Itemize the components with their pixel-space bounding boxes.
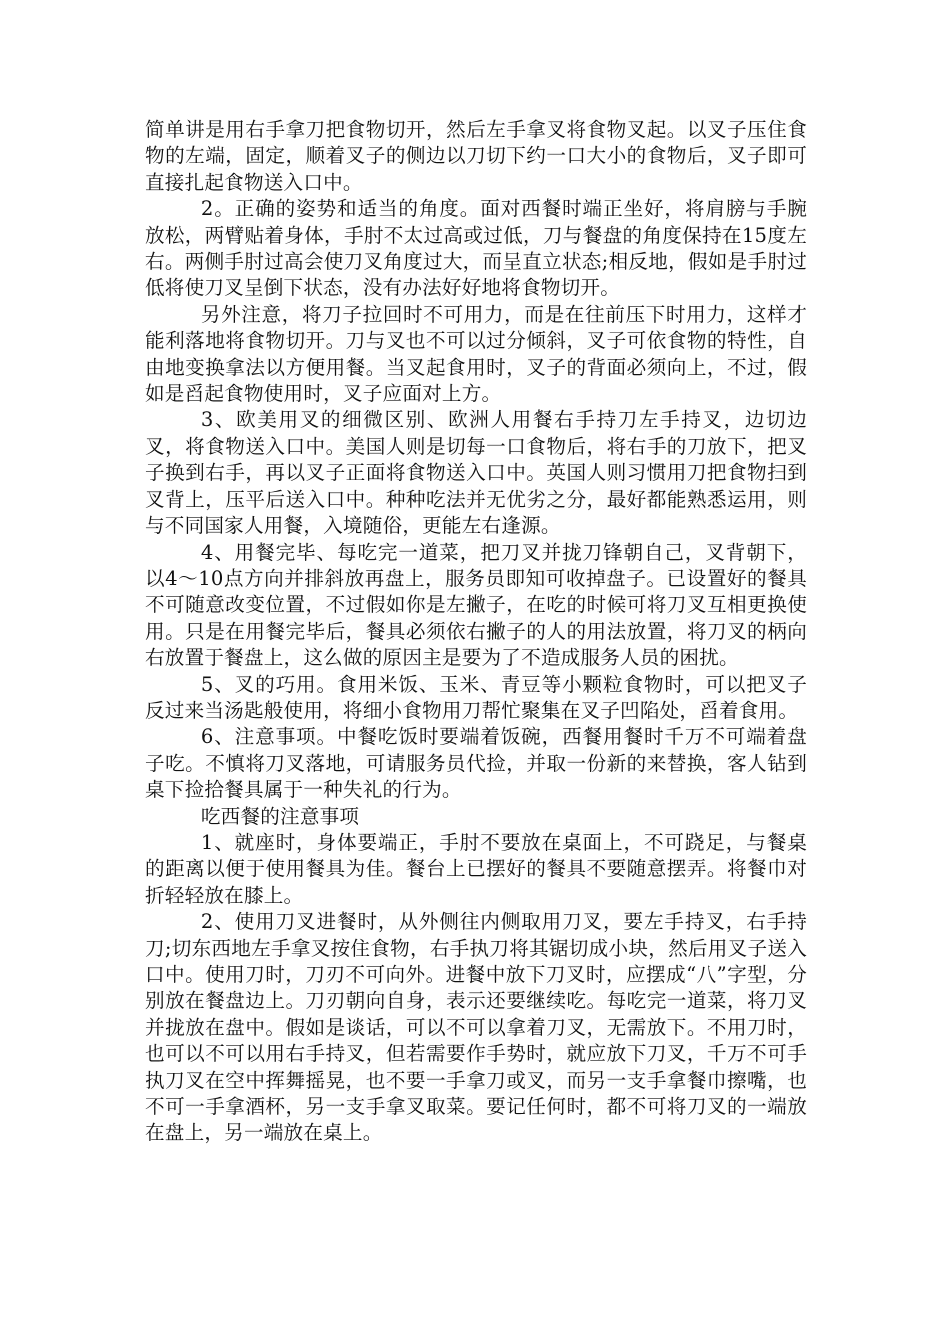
paragraph-knife-fork-basic: 简单讲是用右手拿刀把食物切开，然后左手拿叉将食物叉起。以叉子压住食物的左端，固定，顺着叉子的侧边以刀切下约一口大小的食物后，叉子即可直接扎起食物送入口中。: [145, 118, 807, 194]
document-body: [145, 117, 807, 1147]
paragraph-posture-angle: 2。正确的姿势和适当的角度。面对西餐时端正坐好，将肩膀与手腕放松，两臂贴着身体，手肘不太过高或过低，刀与餐盘的角度保持在15度左右。两侧手肘过高会使刀叉角度过大，而呈直立状态;相反地，假如是手肘过低将使刀叉呈倒下状态，没有办法好好地将食物切开。: [145, 197, 807, 300]
section-heading-western-dining: 吃西餐的注意事项: [200, 804, 360, 828]
paragraph-precautions: 6、注意事项。中餐吃饭时要端着饭碗，西餐用餐时千万不可端着盘子吃。不慎将刀叉落地，可请服务员代捡，并取一份新的来替换，客人钻到桌下捡拾餐具属于一种失礼的行为。: [145, 725, 807, 802]
paragraph-using-cutlery: 2、使用刀叉进餐时，从外侧往内侧取用刀叉，要左手持叉，右手持刀;切东西地左手拿叉按住食物，右手执刀将其锯切成小块，然后用叉子送入口中。使用刀时，刀刃不可向外。进餐中放下刀叉时，应摆成“八”字型，分别放在餐盘边上。刀刃朝向自身，表示还要继续吃。每吃完一道菜，将刀叉并拢放在盘中。假如是谈话，可以不可以拿着刀叉，无需放下。不用刀时，也可以不可以用右手持叉，但若需要作手势时，就应放下刀叉，千万不可手执刀叉在空中挥舞摇晃，也不要一手拿刀或叉，而另一支手拿餐巾擦嘴，也不可一手拿酒杯，另一支手拿叉取菜。要记任何时，都不可将刀叉的一端放在盘上，另一端放在桌上。: [145, 910, 807, 1145]
paragraph-finished-meal: 4、用餐完毕、每吃完一道菜，把刀叉并拢刀锋朝自己，叉背朝下，以4～10点方向并排斜放再盘上，服务员即知可收掉盘子。已设置好的餐具不可随意改变位置，不过假如你是左撇子，在吃的时候可将刀叉互相更换使用。只是在用餐完毕后，餐具必须依右撇子的人的用法放置，将刀叉的柄向右放置于餐盘上，这么做的原因主是要为了不造成服务人员的困扰。: [145, 540, 807, 670]
paragraph-fork-clever-use: 5、叉的巧用。食用米饭、玉米、青豆等小颗粒食物时，可以把叉子反过来当汤匙般使用，将细小食物用刀帮忙聚集在叉子凹陷处，舀着食用。: [145, 672, 807, 722]
paragraph-seating: 1、就座时，身体要端正，手肘不要放在桌面上，不可跷足，与餐桌的距离以便于使用餐具为佳。餐台上已摆好的餐具不要随意摆弄。将餐巾对折轻轻放在膝上。: [145, 830, 807, 907]
paragraph-cutting-notes: 另外注意，将刀子拉回时不可用力，而是在往前压下时用力，这样才能利落地将食物切开。刀与叉也不可以过分倾斜，叉子可依食物的特性，自由地变换拿法以方便用餐。当叉起食用时，叉子的背面必须向上，不过，假如是舀起食物使用时，叉子应面对上方。: [145, 302, 807, 406]
paragraph-euro-us-difference: 3、欧美用叉的细微区别、欧洲人用餐右手持刀左手持叉，边切边叉，将食物送入口中。美国人则是切每一口食物后，将右手的刀放下，把叉子换到右手，再以叉子正面将食物送入口中。英国人则习惯用刀把食物扫到叉背上，压平后送入口中。种种吃法并无优劣之分，最好都能熟悉运用，则与不同国家人用餐，入境随俗，更能左右逢源。: [145, 408, 807, 538]
